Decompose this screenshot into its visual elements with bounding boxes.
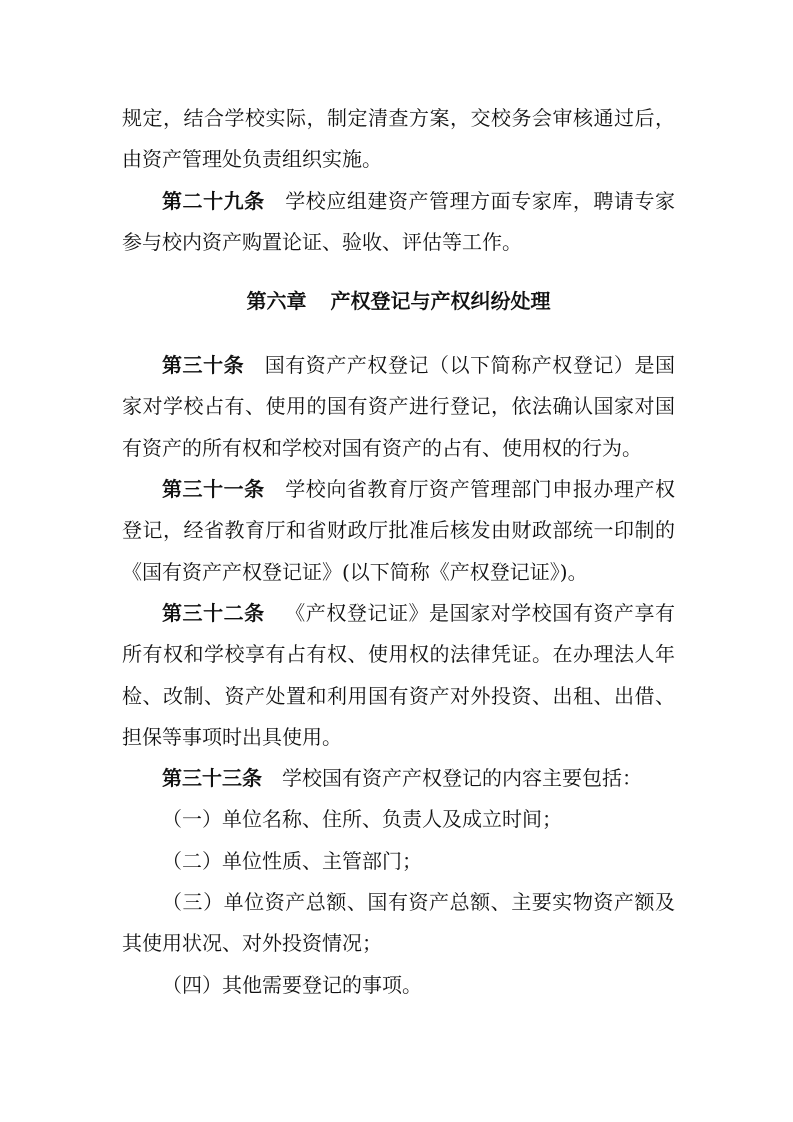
article-32: [122, 593, 675, 758]
list-item: （四）其他需要登记的事项。: [162, 972, 422, 997]
article-30: [122, 345, 675, 469]
article-number: 第三十二条: [162, 600, 265, 625]
list-item: （二）单位性质、主管部门；: [162, 848, 422, 873]
article-number: 第三十三条: [162, 766, 262, 791]
article-number: 第三十一条: [162, 477, 265, 502]
article-text: 学校国有资产产权登记的内容主要包括：: [282, 766, 642, 791]
article-number: 第二十九条: [162, 188, 265, 213]
article-text: 学校应组建资产管理方面专家库，聘请专家参与校内资产购置论证、验收、评估等工作。: [122, 188, 676, 254]
article-33: [122, 758, 675, 799]
article-text: 国有资产产权登记（以下简称产权登记）是国家对学校占有、使用的国有资产进行登记，依法确认国家对国有资产的所有权和学校对国有资产的占有、使用权的行为。: [122, 353, 676, 460]
chapter-title: 产权登记与产权纠纷处理: [330, 289, 551, 314]
chapter-heading: [122, 281, 675, 321]
article-text: 学校向省教育厅资产管理部门申报办理产权登记，经省教育厅和省财政厅批准后核发由财政部统一印制的《国有资产产权登记证》(以下简称《产权登记证》)。: [122, 477, 676, 584]
article-29: [122, 181, 675, 264]
article-31: [122, 469, 675, 593]
chapter-number: 第六章: [246, 289, 307, 314]
list-item: （三）单位资产总额、国有资产总额、主要实物资产额及其使用状况、对外投资情况；: [122, 890, 675, 956]
list-item: （一）单位名称、住所、负责人及成立时间；: [162, 807, 562, 832]
article-text: 《产权登记证》是国家对学校国有资产享有所有权和学校享有占有权、使用权的法律凭证。在办理法人年检、改制、资产处置和利用国有资产对外投资、出租、出借、担保等事项时出具使用。: [122, 600, 676, 749]
document-page: [122, 98, 675, 1006]
article-number: 第三十条: [162, 353, 245, 378]
continuation-paragraph: 规定，结合学校实际，制定清查方案，交校务会审核通过后，由资产管理处负责组织实施。: [122, 106, 675, 172]
